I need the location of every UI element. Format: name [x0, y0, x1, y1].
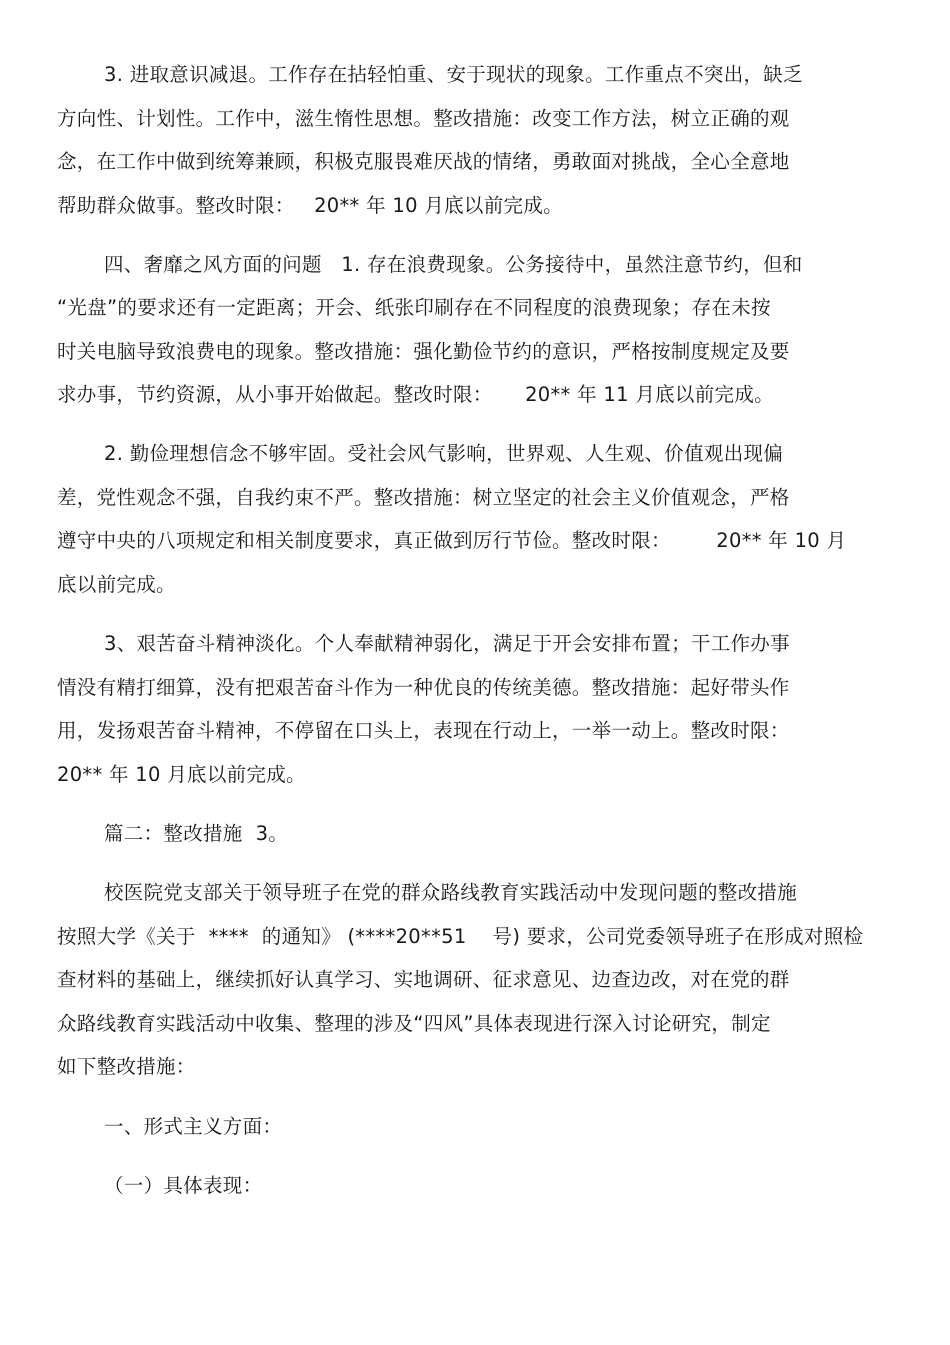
text-line: 2. 勤俭理想信念不够牢固。受社会风气影响，世界观、人生观、价值观出现偏	[104, 442, 784, 465]
text-line: 差，党性观念不强，自我约束不严。整改措施：树立坚定的社会主义价值观念，严格	[57, 486, 790, 509]
text-line: 如下整改措施：	[57, 1055, 196, 1078]
text-line: 查材料的基础上，继续抓好认真学习、实地调研、征求意见、边查边改，对在党的群	[57, 968, 790, 991]
subsection-heading: （一）具体表现：	[104, 1174, 263, 1197]
text-line: 众路线教育实践活动中收集、整理的涉及“四风”具体表现进行深入讨论研究，制定	[57, 1012, 771, 1035]
section-heading: 篇二：整改措施 3。	[104, 822, 289, 845]
text-line: 方向性、计划性。工作中，滋生惰性思想。整改措施：改变工作方法，树立正确的观	[57, 107, 790, 130]
text-line: 四、奢靡之风方面的问题 1. 存在浪费现象。公务接待中，虽然注意节约，但和	[104, 253, 803, 276]
text-line: 求办事，节约资源，从小事开始做起。整改时限： 20** 年 11 月底以前完成。	[57, 383, 774, 406]
text-line: 情没有精打细算，没有把艰苦奋斗作为一种优良的传统美德。整改措施：起好带头作	[57, 676, 790, 699]
text-line: 校医院党支部关于领导班子在党的群众路线教育实践活动中发现问题的整改措施	[104, 881, 798, 904]
text-line: 时关电脑导致浪费电的现象。整改措施：强化勤俭节约的意识，严格按制度规定及要	[57, 340, 790, 363]
text-line: 按照大学《关于 **** 的通知》 (****20**51 号) 要求，公司党委领导班子在形成对照检	[57, 925, 864, 948]
text-line: 遵守中央的八项规定和相关制度要求，真正做到厉行节俭。整改时限： 20** 年 10 月	[57, 529, 847, 552]
text-line: 念，在工作中做到统筹兼顾，积极克服畏难厌战的情绪，勇敢面对挑战，全心全意地	[57, 150, 790, 173]
text-line: 用，发扬艰苦奋斗精神，不停留在口头上，表现在行动上，一举一动上。整改时限：	[57, 719, 790, 742]
text-line: “光盘”的要求还有一定距离；开会、纸张印刷存在不同程度的浪费现象；存在未按	[57, 296, 771, 319]
text-line: 帮助群众做事。整改时限： 20** 年 10 月底以前完成。	[57, 194, 563, 217]
text-line: 3、艰苦奋斗精神淡化。个人奉献精神弱化，满足于开会安排布置；干工作办事	[104, 632, 790, 655]
section-heading: 一、形式主义方面：	[104, 1115, 283, 1138]
text-line: 20** 年 10 月底以前完成。	[57, 763, 306, 786]
text-line: 底以前完成。	[57, 573, 176, 596]
text-line: 3. 进取意识减退。工作存在拈轻怕重、安于现状的现象。工作重点不突出，缺乏	[104, 63, 803, 86]
